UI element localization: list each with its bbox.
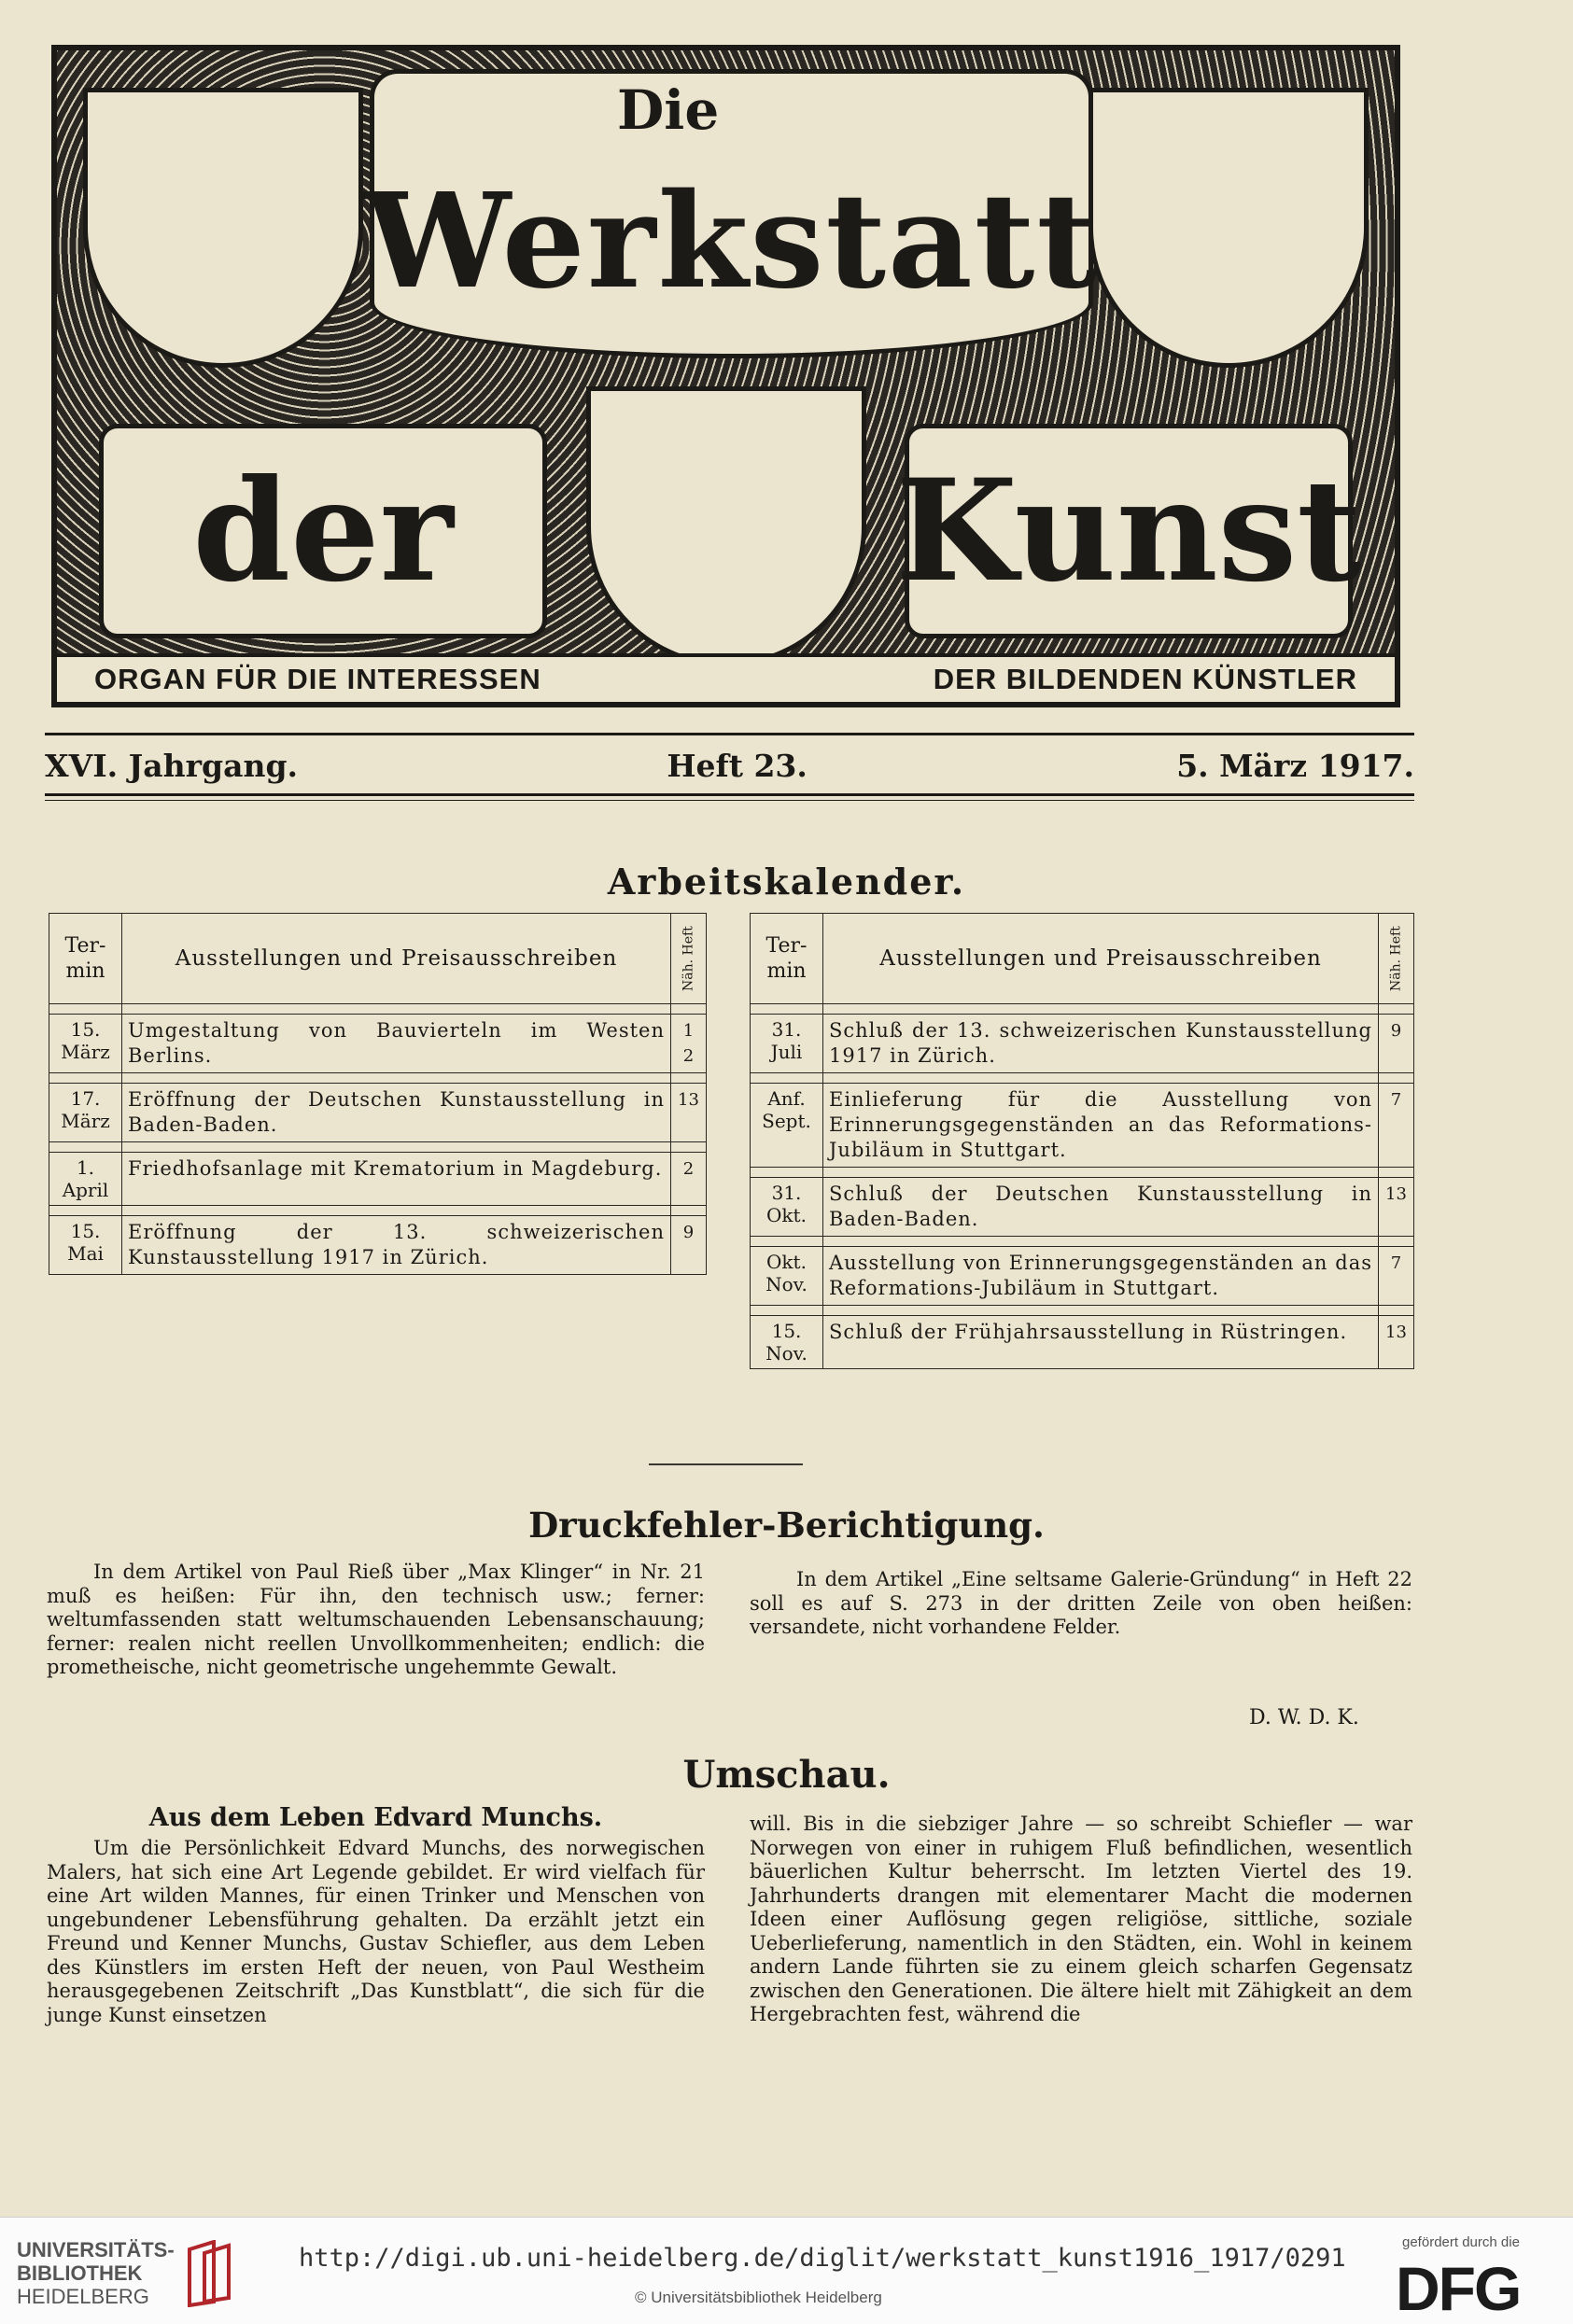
rule-bottom-1 xyxy=(45,793,1414,796)
umschau-right-text: will. Bis in die siebziger Jahre — so schreibt Schiefler — war Norwegen von einer in ruhigem Fluß befindlichen, wesentlich bäuerlichen Kultur beherrscht. Im letzten Viertel des 19. Jahrhunderts drangen mit elementarer Macht die modernen Ideen einer Auflösung gegen religiöse, sittliche, soziale Ueberlieferung, namentlich in den Städten, ein. Wohl in keinem andern Lande führten sie zu einem gleich scharfen Gegensatz zwischen den Generationen. Die ältere hielt mit Zähigkeit an dem Hergebrachten fest, während die xyxy=(750,1813,1412,2025)
col-termin: Ter- min xyxy=(751,914,823,1004)
col-desc: Ausstellungen und Preisausschreiben xyxy=(122,914,671,1004)
errata-right-text: In dem Artikel „Eine seltsame Galerie-Gründung“ in Heft 22 soll es auf S. 273 in der dritten Zeile von oben heißen: versandete, nicht vorhandene Felder. xyxy=(750,1568,1412,1638)
calendar-table-right xyxy=(750,913,1414,1369)
ub-heidelberg-logo xyxy=(17,2238,234,2308)
col-termin: Ter- min xyxy=(49,914,122,1004)
col-heft: Näh. Heft xyxy=(671,914,707,1004)
heft-cell: 9 xyxy=(1379,1015,1414,1073)
termin-cell: Anf. Sept. xyxy=(751,1084,823,1168)
desc-cell: Einlieferung für die Ausstellung von Erinnerungsgegenständen an das Reformations-Jubiläum in Stuttgart. xyxy=(823,1084,1379,1168)
umschau-subtitle: Aus dem Leben Edvard Munchs. xyxy=(148,1803,603,1832)
kunst-banner xyxy=(895,424,1362,638)
library-footer xyxy=(0,2217,1573,2324)
heft-cell: 13 xyxy=(1379,1316,1414,1369)
permalink-url[interactable]: http://digi.ub.uni-heidelberg.de/diglit/werkstatt_kunst1916_1917/0291 xyxy=(299,2244,1346,2273)
heft-cell: 7 xyxy=(1379,1084,1414,1168)
desc-cell: Eröffnung der Deutschen Kunstausstellung in Baden-Baden. xyxy=(122,1084,671,1142)
termin-cell: 15. Mai xyxy=(49,1216,122,1275)
shield-right xyxy=(1088,88,1369,368)
calendar-row xyxy=(751,1178,1414,1237)
heft-cell: 13 xyxy=(1379,1178,1414,1237)
dfg-logo: DFG xyxy=(1396,2254,1521,2323)
masthead-kunst: Kunst xyxy=(895,449,1362,613)
issue-jahrgang: XVI. Jahrgang. xyxy=(45,747,299,784)
ub-line1: UNIVERSITÄTS- xyxy=(17,2238,175,2261)
desc-cell: Umgestaltung von Bauvierteln im Westen Berlins. xyxy=(122,1015,671,1073)
der-banner xyxy=(99,424,547,638)
ub-line3: HEIDELBERG xyxy=(17,2285,149,2308)
calendar-left-body xyxy=(49,1004,707,1275)
calendar-row xyxy=(751,1247,1414,1306)
calendar-table-left xyxy=(49,913,707,1275)
desc-cell: Eröffnung der 13. schweizerischen Kunstausstellung 1917 in Zürich. xyxy=(122,1216,671,1275)
heft-cell: 2 xyxy=(671,1153,707,1206)
termin-cell: 31. Juli xyxy=(751,1015,823,1073)
masthead-der: der xyxy=(192,449,454,613)
termin-cell: Okt. Nov. xyxy=(751,1247,823,1306)
heft-cell: 7 xyxy=(1379,1247,1414,1306)
errata-title: Druckfehler-Berichtigung. xyxy=(528,1505,1045,1546)
masthead-subtitle xyxy=(57,653,1395,702)
desc-cell: Schluß der Deutschen Kunstausstellung in Baden-Baden. xyxy=(823,1178,1379,1237)
organ-left: ORGAN FÜR DIE INTERESSEN xyxy=(94,663,541,695)
termin-cell: 1. April xyxy=(49,1153,122,1206)
termin-cell: 15. März xyxy=(49,1015,122,1073)
calendar-row xyxy=(751,1316,1414,1369)
calendar-title: Arbeitskalender. xyxy=(607,861,966,903)
col-desc: Ausstellungen und Preisausschreiben xyxy=(823,914,1379,1004)
rule-top xyxy=(45,733,1414,735)
issue-line xyxy=(45,742,1414,789)
calendar-row xyxy=(751,1015,1414,1073)
masthead-werkstatt: Werkstatt xyxy=(363,165,1100,318)
shield-left xyxy=(83,88,363,368)
calendar-row xyxy=(49,1015,707,1073)
col-heft: Näh. Heft xyxy=(1379,914,1414,1004)
issue-date: 5. März 1917. xyxy=(1176,747,1414,784)
heft-cell: 9 xyxy=(671,1216,707,1275)
desc-cell: Schluß der Frühjahrsausstellung in Rüstringen. xyxy=(823,1316,1379,1369)
desc-cell: Schluß der 13. schweizerischen Kunstausstellung 1917 in Zürich. xyxy=(823,1015,1379,1073)
rule-bottom-2 xyxy=(45,800,1414,801)
umschau-title: Umschau. xyxy=(682,1753,891,1797)
shield-center xyxy=(586,386,866,666)
termin-cell: 15. Nov. xyxy=(751,1316,823,1369)
ub-emblem-icon xyxy=(186,2240,234,2307)
calendar-row xyxy=(49,1084,707,1142)
copyright-text: © Universitätsbibliothek Heidelberg xyxy=(635,2289,882,2306)
calendar-right-body xyxy=(751,1004,1414,1369)
title-banner xyxy=(363,69,1100,358)
section-divider xyxy=(649,1463,803,1465)
masthead-die: Die xyxy=(617,78,720,142)
calendar-row xyxy=(751,1084,1414,1168)
calendar-row xyxy=(49,1153,707,1206)
errata-signature: D. W. D. K. xyxy=(1249,1706,1359,1729)
termin-cell: 31. Okt. xyxy=(751,1178,823,1237)
desc-cell: Ausstellung von Erinnerungsgegenständen an das Reformations-Jubiläum in Stuttgart. xyxy=(823,1247,1379,1306)
masthead xyxy=(51,45,1400,707)
heft-cell: 1 2 xyxy=(671,1015,707,1073)
organ-right: DER BILDENDEN KÜNSTLER xyxy=(933,663,1357,695)
ub-line2: BIBLIOTHEK xyxy=(17,2261,143,2285)
desc-cell: Friedhofsanlage mit Krematorium in Magdeburg. xyxy=(122,1153,671,1206)
dfg-subtitle: gefördert durch die xyxy=(1402,2234,1520,2250)
termin-cell: 17. März xyxy=(49,1084,122,1142)
umschau-left-text: Um die Persönlichkeit Edvard Munchs, des norwegischen Malers, hat sich eine Art Legende gebildet. Er wird vielfach für eine Art wilden Mannes, für einen Trinker und Menschen von ungebundener Lebensführung gehalten. Da erzählt jetzt ein Freund und Kenner Munchs, Gustav Schiefler, aus dem Leben des Künstlers im ersten Heft der neuen, von Paul Westheim herausgegebenen Zeitschrift „Das Kunstblatt“, die sich für die junge Kunst einsetzen xyxy=(47,1837,705,2026)
heft-cell: 13 xyxy=(671,1084,707,1142)
issue-heft: Heft 23. xyxy=(667,747,808,784)
calendar-row xyxy=(49,1216,707,1275)
errata-left-text: In dem Artikel von Paul Rieß über „Max Klinger“ in Nr. 21 muß es heißen: Für ihn, den technisch usw.; ferner: weltumfassenden statt weltumschauenden Lebensanschauung; ferner: realen nicht reellen Unvollkommenheiten; endlich: die prometheische, nicht geometrische ungehemmte Gewalt. xyxy=(47,1561,705,1678)
